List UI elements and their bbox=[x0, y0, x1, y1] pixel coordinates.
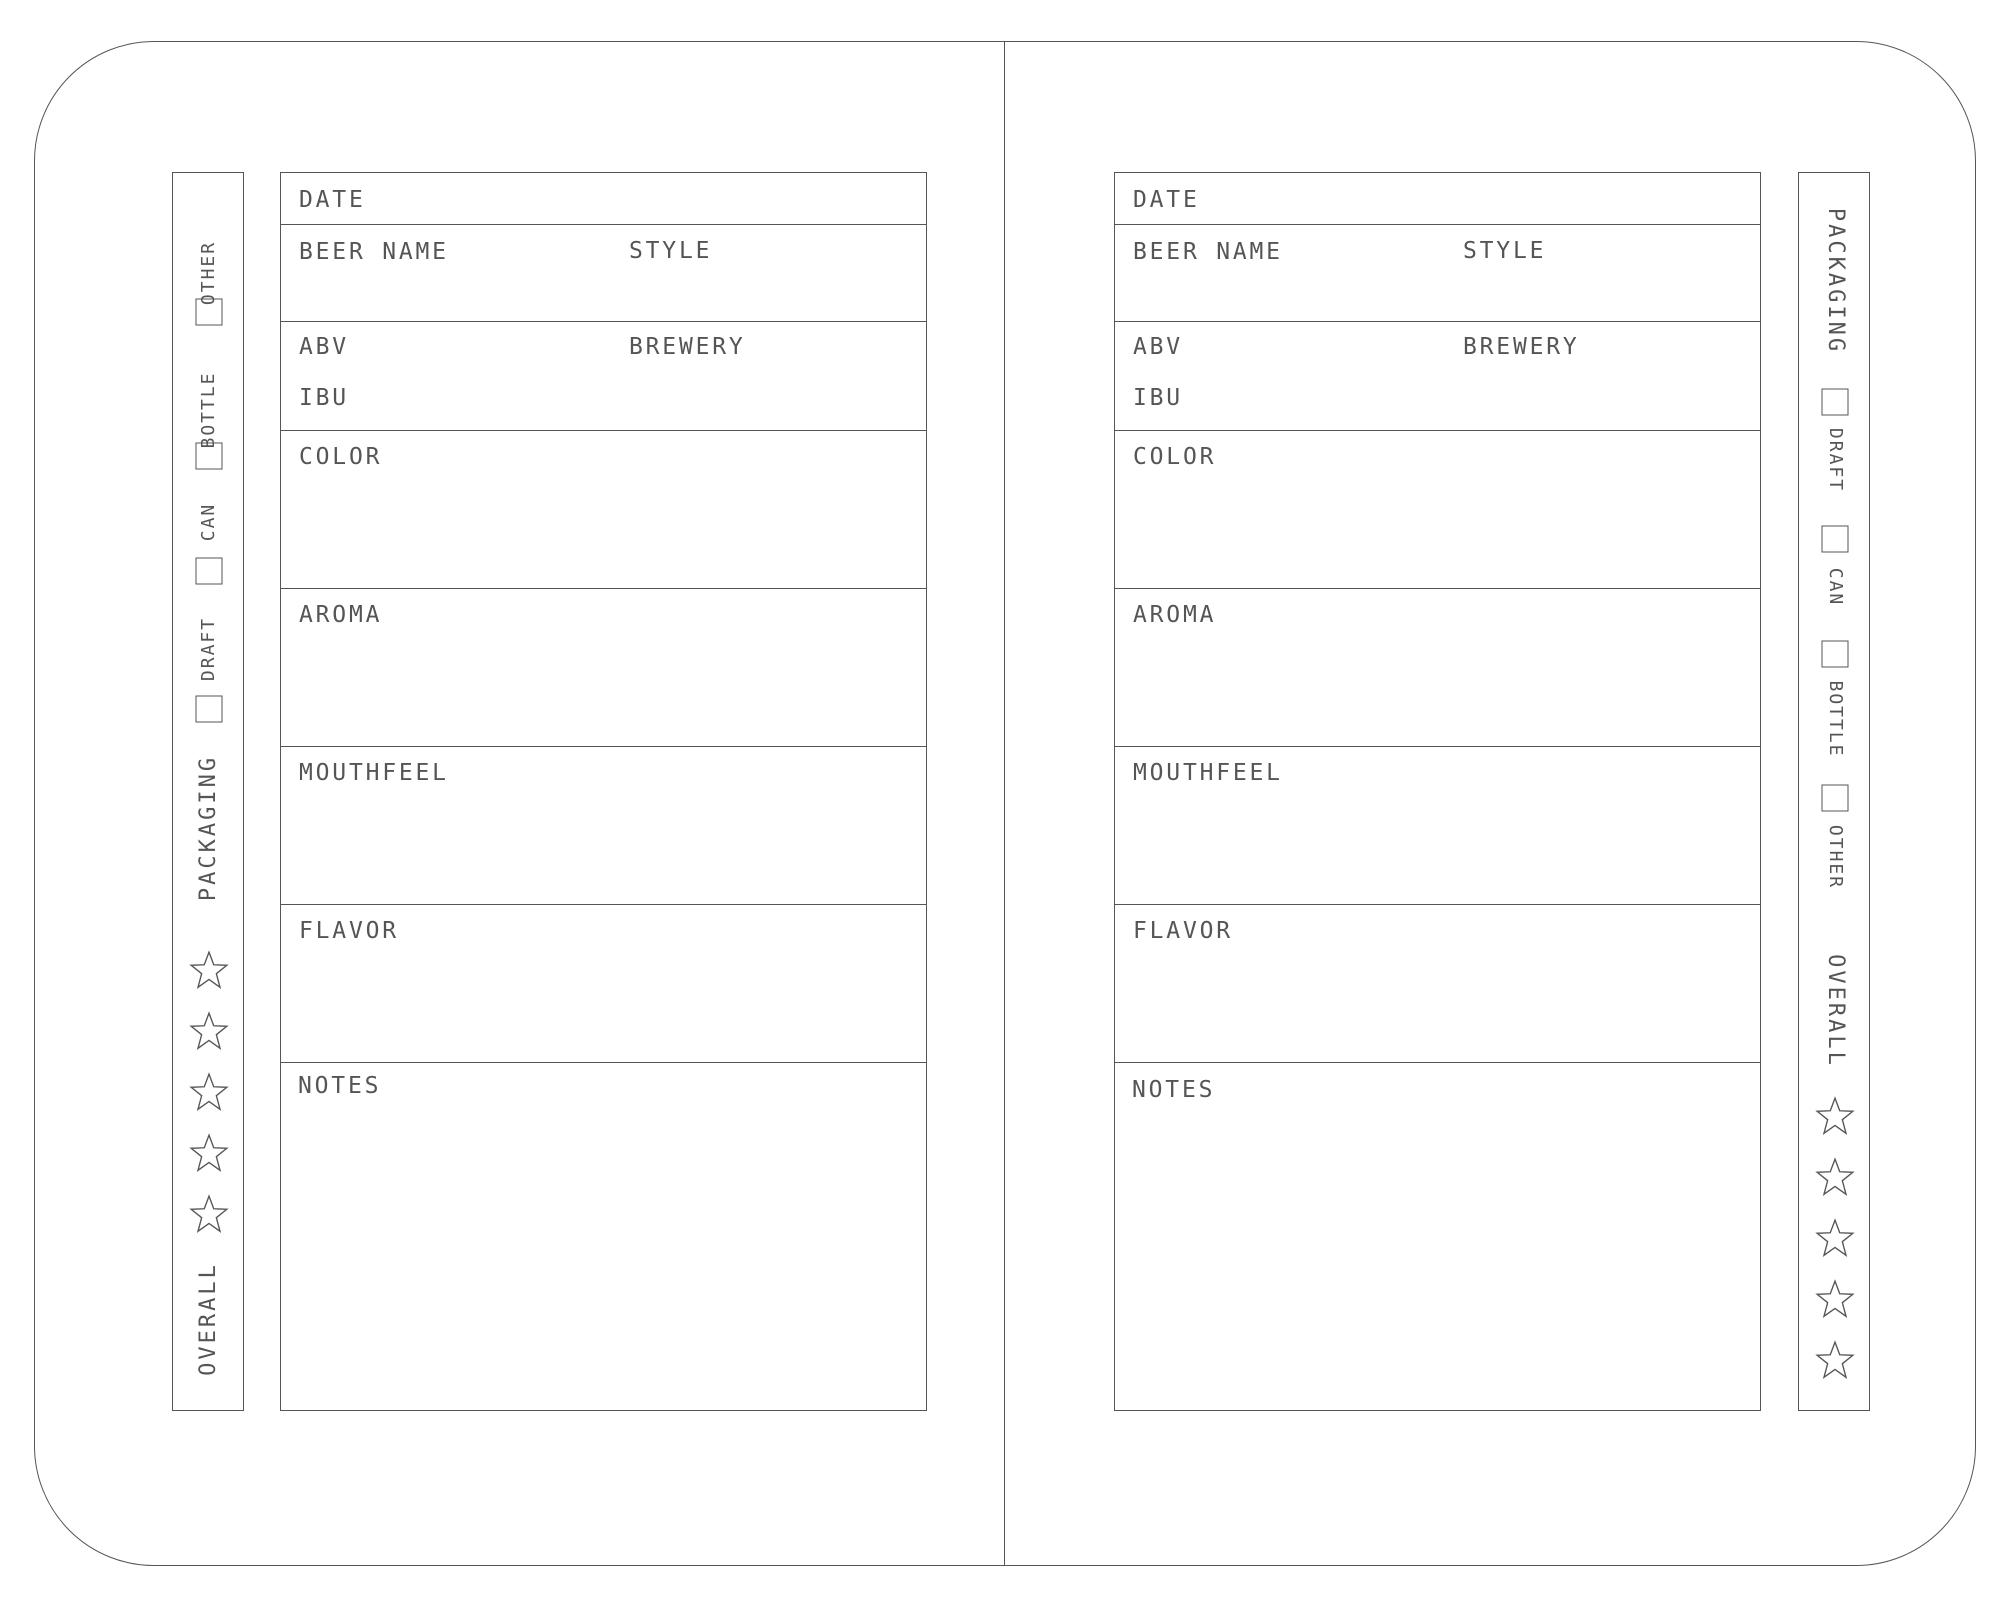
checkbox-bottle[interactable] bbox=[1822, 641, 1849, 668]
overall-title: OVERALL bbox=[196, 1262, 221, 1376]
brewery-label: BREWERY bbox=[1463, 334, 1580, 360]
option-other-label: OTHER bbox=[1825, 824, 1846, 890]
overall-title: OVERALL bbox=[1823, 954, 1848, 1068]
star-icon[interactable] bbox=[1814, 1217, 1856, 1259]
flavor-label: FLAVOR bbox=[1133, 918, 1233, 944]
checkbox-other[interactable] bbox=[1822, 785, 1849, 812]
checkbox-can[interactable] bbox=[196, 558, 223, 585]
aroma-label: AROMA bbox=[299, 602, 383, 628]
color-label: COLOR bbox=[299, 444, 383, 470]
abv-row[interactable] bbox=[281, 322, 926, 431]
tasting-form-left bbox=[280, 172, 927, 1411]
option-bottle-label: BOTTLE bbox=[1825, 680, 1846, 758]
option-draft-label: DRAFT bbox=[198, 616, 219, 682]
style-label: STYLE bbox=[629, 238, 713, 264]
mouthfeel-row[interactable] bbox=[281, 747, 926, 905]
aroma-label: AROMA bbox=[1133, 602, 1217, 628]
date-row[interactable] bbox=[1115, 173, 1760, 225]
star-icon[interactable] bbox=[1814, 1156, 1856, 1198]
star-icon[interactable] bbox=[188, 1193, 230, 1235]
beer-name-label: BEER NAME bbox=[1133, 239, 1283, 265]
mouthfeel-label: MOUTHFEEL bbox=[1133, 760, 1283, 786]
star-icon[interactable] bbox=[188, 1071, 230, 1113]
star-icon[interactable] bbox=[1814, 1278, 1856, 1320]
checkbox-draft[interactable] bbox=[1822, 389, 1849, 416]
date-label: DATE bbox=[1133, 187, 1200, 213]
option-can-label: CAN bbox=[198, 502, 219, 542]
color-label: COLOR bbox=[1133, 444, 1217, 470]
star-icon[interactable] bbox=[1814, 1095, 1856, 1137]
beer-name-row[interactable] bbox=[1115, 225, 1760, 322]
tasting-form-right bbox=[1114, 172, 1761, 1411]
star-icon[interactable] bbox=[188, 949, 230, 991]
checkbox-draft[interactable] bbox=[196, 696, 223, 723]
notes-label: NOTES bbox=[1132, 1077, 1216, 1103]
flavor-row[interactable] bbox=[281, 905, 926, 1063]
checkbox-can[interactable] bbox=[1822, 526, 1849, 553]
left-sidebar bbox=[172, 172, 244, 1411]
star-icon[interactable] bbox=[188, 1010, 230, 1052]
flavor-row[interactable] bbox=[1115, 905, 1760, 1063]
date-row[interactable] bbox=[281, 173, 926, 225]
option-can-label: CAN bbox=[1825, 567, 1846, 607]
packaging-title: PACKAGING bbox=[196, 754, 221, 902]
star-icon[interactable] bbox=[1814, 1339, 1856, 1381]
notes-row[interactable] bbox=[281, 1063, 926, 1410]
packaging-title: PACKAGING bbox=[1823, 207, 1848, 355]
notebook-spine bbox=[1004, 41, 1005, 1566]
aroma-row[interactable] bbox=[1115, 589, 1760, 747]
beer-name-row[interactable] bbox=[281, 225, 926, 322]
notes-row[interactable] bbox=[1115, 1063, 1760, 1410]
flavor-label: FLAVOR bbox=[299, 918, 399, 944]
option-other-label: OTHER bbox=[198, 240, 219, 306]
ibu-label: IBU bbox=[1133, 385, 1183, 411]
brewery-label: BREWERY bbox=[629, 334, 746, 360]
aroma-row[interactable] bbox=[281, 589, 926, 747]
star-icon[interactable] bbox=[188, 1132, 230, 1174]
option-draft-label: DRAFT bbox=[1825, 427, 1846, 493]
checkbox-bottle[interactable] bbox=[196, 443, 223, 470]
ibu-label: IBU bbox=[299, 385, 349, 411]
notes-label: NOTES bbox=[298, 1073, 382, 1099]
abv-label: ABV bbox=[1133, 334, 1183, 360]
date-label: DATE bbox=[299, 187, 366, 213]
mouthfeel-label: MOUTHFEEL bbox=[299, 760, 449, 786]
abv-row[interactable] bbox=[1115, 322, 1760, 431]
color-row[interactable] bbox=[1115, 431, 1760, 589]
option-bottle-label: BOTTLE bbox=[198, 371, 219, 449]
checkbox-other[interactable] bbox=[196, 299, 223, 326]
style-label: STYLE bbox=[1463, 238, 1547, 264]
color-row[interactable] bbox=[281, 431, 926, 589]
abv-label: ABV bbox=[299, 334, 349, 360]
beer-name-label: BEER NAME bbox=[299, 239, 449, 265]
right-sidebar bbox=[1798, 172, 1870, 1411]
mouthfeel-row[interactable] bbox=[1115, 747, 1760, 905]
